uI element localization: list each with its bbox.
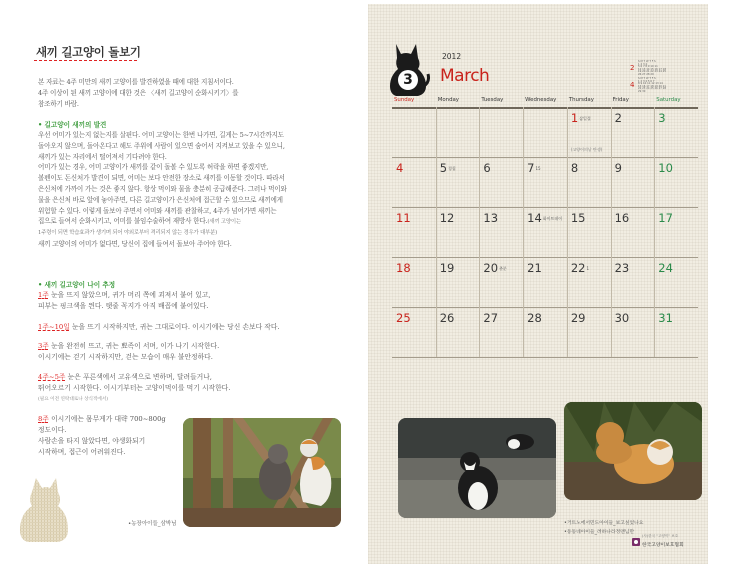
mini-cal-row: 5 6 7 8 9 10 11 [638, 65, 658, 69]
mini-cal-row: 29 30 [638, 90, 646, 93]
calendar-day[interactable] [658, 161, 673, 175]
day-number: 7 [527, 161, 535, 175]
age-entry [38, 341, 219, 363]
org-logo-icon [632, 538, 640, 546]
discovery-text [38, 130, 338, 250]
calendar-day[interactable] [440, 261, 455, 275]
day-number: 22 [570, 261, 586, 275]
calendar-day[interactable] [658, 111, 665, 125]
day-number: 3 [658, 111, 666, 125]
age-entry [38, 290, 211, 312]
small-note: (새끼 고양이는 [207, 219, 241, 226]
calendar-day[interactable] [615, 111, 622, 125]
calendar-page [368, 4, 708, 564]
age-entry [38, 372, 230, 405]
calendar-day[interactable] [396, 211, 411, 225]
calendar-day[interactable] [527, 211, 562, 225]
calendar-day[interactable] [571, 211, 586, 225]
day-number: 1 [570, 111, 579, 125]
calendar-month: March [440, 66, 490, 86]
age-key: 3주 [38, 342, 49, 350]
mini-cal-row: 15 16 17 18 19 20 21 [638, 84, 667, 88]
age-text: 시작하며, 접근이 어려워진다. [38, 448, 126, 456]
calendar-day[interactable] [658, 211, 673, 225]
day-number: 31 [658, 311, 673, 325]
age-text: 눈을 뜨지 않았으며, 귀가 머리 쪽에 괴져서 붙어 있고, [51, 291, 211, 299]
calendar-day[interactable] [483, 261, 506, 275]
day-note: 경칩 [448, 165, 456, 171]
photo-caption: •거트노에서민도아이들_보고싶었나요 [564, 521, 644, 526]
weekday-header: Saturday [656, 97, 681, 103]
calendar-day[interactable] [615, 311, 630, 325]
cats-grass-photo [564, 402, 702, 500]
grid-line [392, 257, 698, 258]
age-text: 이시기에는 몸무게가 대략 700~800g [51, 415, 166, 423]
age-text: 뛰어오르기 시작한다. 이시기부터는 고양이먹이를 먹기 시작한다. [38, 384, 231, 392]
day-number: 5 [439, 161, 448, 175]
grid-line [392, 357, 698, 358]
section-heading-discovery: • 길고양이 새끼의 발견 [38, 121, 107, 129]
day-number: 8 [570, 161, 579, 175]
calendar-day[interactable] [615, 261, 630, 275]
body-line: 돌아오지 않으며, 돌아온다고 해도 주위에 사람이 있으면 숨어서 지켜보고 있을 수 있으니, [38, 141, 285, 150]
calendar-day[interactable] [527, 311, 542, 325]
age-key: 1주 [38, 291, 49, 299]
day-note: 화이트데이 [542, 215, 563, 221]
age-text: 정도이다. [38, 426, 67, 434]
ages-note: (필요 이전 연락대로나 상식적에서) [38, 397, 109, 402]
grid-line [654, 107, 655, 357]
body-line: 은신처에 가까이 가는 것은 좋지 않다. 항상 먹이와 물을 충분히 공급해준다. 그러나 먹이와 [38, 184, 287, 193]
age-key: 4주~5주 [38, 373, 66, 381]
day-number: 27 [483, 311, 499, 325]
intro-line: 4주 이상이 된 새끼 고양이에 대한 것은 〈새끼 길고양이 순화시키기〉를 [38, 88, 239, 97]
day-number: 18 [396, 261, 411, 275]
mini-cal-row: 1 2 3 4 5 6 7 [638, 79, 655, 83]
day-number: 9 [614, 161, 622, 175]
photo-caption: •농장아이들_삼박님 [128, 521, 177, 527]
body-line: 새끼가 있는 자리에서 떨어져서 기다려야 한다. [38, 152, 167, 161]
calendar-day[interactable] [571, 311, 586, 325]
body-line: 볼펜이도 돈신처가 발견이 되면, 어미는 보다 안전한 장소로 새끼를 이동할 것이다. 따라서 [38, 174, 285, 183]
grid-line [392, 207, 698, 208]
small-note: 1주령이 되면 학습효과가 생기며 되어 야외로부터 격리되지 않는 경우가 대부분) [38, 230, 217, 237]
cats-fence-photo [183, 418, 341, 527]
grid-line [392, 157, 698, 158]
mini-calendars [630, 60, 698, 94]
day-number: 24 [658, 261, 673, 275]
calendar-day[interactable] [483, 211, 498, 225]
day-number: 14 [527, 211, 542, 225]
burlap-cat-icon [14, 474, 78, 544]
intro-line: 참조하기 바람. [38, 99, 79, 108]
day-number: 6 [483, 161, 491, 175]
cats-pavement-photo [398, 418, 556, 518]
thursday-note: (고양이의날 탄생) [570, 147, 603, 152]
grid-line [392, 307, 698, 308]
grid-line [392, 107, 698, 109]
mini-cal-month: 4 [630, 81, 635, 89]
day-number: 19 [439, 261, 455, 275]
day-number: 23 [614, 261, 630, 275]
day-number: 10 [658, 161, 673, 175]
weekday-header: Thursday [568, 97, 594, 103]
age-text: 눈은 푸른색에서 고유색으로 변하며, 달려들거나, [67, 373, 212, 381]
calendar-day[interactable] [571, 161, 578, 175]
mini-cal-month: 2 [630, 64, 635, 72]
calendar-grid [392, 97, 698, 359]
calendar-day[interactable] [571, 261, 589, 275]
age-entry [38, 414, 166, 458]
day-note: 삼일절 [579, 115, 591, 121]
grid-line [479, 107, 480, 357]
body-line: 물을 은신처 바로 앞에 놓아주면, 다른 길고양이가 은신처에 접근할 수 있으므로 새끼에게 [38, 195, 283, 204]
day-number: 25 [396, 311, 411, 325]
mini-cal-row: 12 13 14 15 16 17 18 [638, 67, 667, 71]
day-note: 춘분 [499, 265, 507, 271]
calendar-day[interactable] [658, 261, 673, 275]
age-entry [38, 322, 280, 333]
calendar-day[interactable] [440, 211, 455, 225]
day-number: 11 [396, 211, 411, 225]
intro-text [38, 77, 338, 109]
mini-cal-row: 19 20 21 22 23 24 25 [638, 70, 667, 74]
day-number: 26 [439, 311, 455, 325]
grid-line [436, 107, 437, 357]
day-number: 15 [570, 211, 586, 225]
page-title: 새끼 길고양이 돌보기 [36, 45, 141, 59]
calendar-day[interactable] [527, 261, 542, 275]
body-line [38, 216, 338, 228]
weekday-header: Wednesday [525, 97, 557, 103]
intro-line: 본 자료는 4주 미만의 새끼 고양이를 발견하였을 때에 대한 지침서이다. [38, 78, 234, 86]
mini-cal-row: 26 27 28 29 [638, 73, 654, 76]
section-heading-age: • 새끼 길고양이 나이 추정 [38, 281, 116, 289]
org-small-text: (사)한국 "고양이" 보호 [642, 534, 679, 538]
calendar-day[interactable] [615, 161, 622, 175]
org-name: 한국고양이보호협회 [642, 543, 684, 548]
calendar-day[interactable] [615, 211, 630, 225]
calendar-day[interactable] [527, 161, 540, 175]
day-number: 28 [527, 311, 542, 325]
mini-cal-row: 8 9 10 11 12 13 14 [638, 82, 663, 86]
day-number: 16 [614, 211, 630, 225]
mini-cal-row: S M T W T F S [638, 77, 656, 80]
title-underline [34, 60, 137, 61]
month-number-badge: 3 [398, 70, 418, 90]
body-line: 어미가 있는 경우, 어미 고양이가 새끼를 같이 돌볼 수 있도록 허락을 하면 좋겠지만, [38, 163, 269, 172]
day-number: 13 [483, 211, 499, 225]
age-key: 8주 [38, 415, 49, 423]
mini-cal-row: S M T W T F S [638, 60, 656, 63]
day-number: 2 [614, 111, 622, 125]
grid-line [611, 107, 612, 357]
weekday-header: Sunday [394, 97, 415, 103]
grid-line [523, 107, 524, 357]
body-line: 우선 어미가 있는지 없는지를 살핀다. 어미 고양이는 한번 나가면, 길게는 5~7시간까지도 [38, 131, 284, 139]
day-number: 29 [570, 311, 586, 325]
calendar-day[interactable] [571, 111, 591, 125]
age-text: 피부는 핑크색을 띈다. 탯줄 꼭지가 아직 배꼽에 붙어있다. [38, 302, 209, 310]
weekday-header: Friday [612, 97, 629, 103]
day-note: 15 [535, 166, 541, 171]
weekday-header: Monday [437, 97, 459, 103]
day-number: 21 [527, 261, 542, 275]
calendar-year: 2012 [442, 52, 462, 61]
age-key: 1주~10일 [38, 323, 70, 331]
body-line: 위험할 수 있다. 이렇게 돌보아 주면서 어미와 새끼를 관찰하고, 4주가 넘어가면 새끼는 [38, 206, 277, 215]
age-text: 이시기에는 걷기 시작하지만, 걷는 모습이 매우 불안정하다. [38, 353, 213, 361]
calendar-day[interactable] [440, 311, 455, 325]
calendar-day[interactable] [483, 161, 490, 175]
day-number: 12 [439, 211, 455, 225]
mini-cal-row: 1 2 3 4 [638, 62, 648, 66]
calendar-day[interactable] [483, 311, 498, 325]
day-note: 1 [586, 266, 590, 271]
body-line-text: 집으로 들여서 순화시키고, 어미를 불임수술하여 재방사 한다. [38, 217, 208, 226]
day-number: 20 [483, 261, 499, 275]
age-text: 눈을 뜨기 시작하지만, 귀는 그대로이다. 이시기에는 당신 손보다 작다. [71, 323, 280, 331]
calendar-day[interactable] [440, 161, 456, 175]
mini-cal-row: 22 23 24 25 26 27 28 [638, 87, 667, 91]
calendar-day[interactable] [658, 311, 673, 325]
grid-line [567, 107, 568, 357]
age-text: 사람손을 타지 않았다면, 야생화되기 [38, 437, 146, 445]
age-text: 눈을 완전히 뜨고, 귀는 뾰족이 서며, 이가 나기 시작한다. [51, 342, 220, 350]
day-number: 30 [614, 311, 630, 325]
left-page [0, 0, 368, 571]
day-number: 17 [658, 211, 673, 225]
photo-caption: •동동네아이들_려하나라정맨님만 [564, 530, 635, 535]
calendar-day[interactable] [396, 311, 411, 325]
weekday-header: Tuesday [481, 97, 504, 103]
calendar-day[interactable] [396, 161, 403, 175]
calendar-day[interactable] [396, 261, 411, 275]
body-line: 새끼 고양이의 어미가 없다면, 당신이 집에 들여서 돌보아 주어야 한다. [38, 239, 232, 248]
day-number: 4 [396, 161, 404, 175]
